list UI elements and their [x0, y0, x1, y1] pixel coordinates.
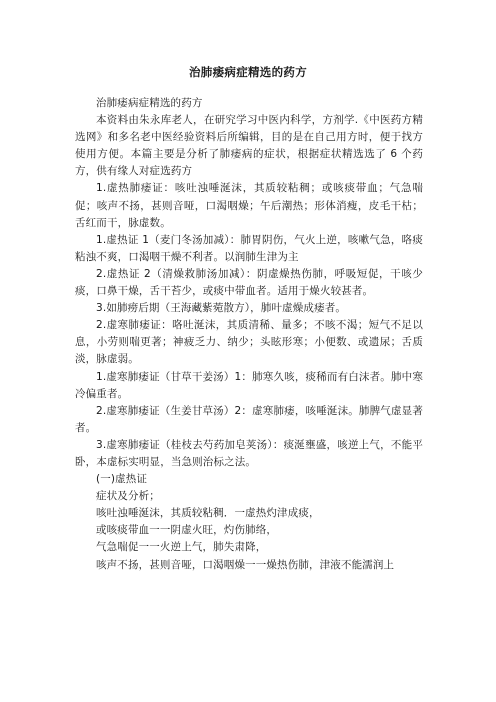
paragraph: 1.虚热肺痿证：咳吐浊唾涎沫，其质较粘稠；或咳痰带血；气急喘促；咳声不扬，甚则音哑，口渴咽燥；午后潮热；形体消瘦，皮毛干枯；舌红而干，脉虚数。 — [75, 182, 423, 229]
paragraph: 2.虚热证 2（清燥救肺汤加减）：阴虚燥热伤肺，呼吸短促，干咳少痰，口鼻干燥，舌干苔少，或痰中带血者。适用于燥火较甚者。 — [75, 267, 423, 298]
section-heading: (一)虚热证 — [96, 473, 148, 486]
paragraph: 1.虚寒肺痿证（甘草干姜汤）1：肺寒久咳，痰稀而有白沫者。肺中寒冷偏重者。 — [75, 370, 423, 400]
document-title: 治肺痿病症精选的药方 — [189, 65, 307, 79]
paragraph: 咳声不扬，甚则音哑，口渴咽燥一一燥热伤肺，津液不能濡润上 — [96, 558, 395, 571]
paragraph: 2.虚寒肺痿证（生姜甘草汤）2：虚寒肺痿，咳唾涎沫。肺脾气虚显著者。 — [75, 404, 423, 434]
paragraph: 症状及分析； — [96, 490, 160, 503]
paragraph: 3.虚寒肺痿证（桂枝去芍药加皂荚汤）：痰涎壅盛，咳逆上气，不能平卧，本虚标实明显，当急则治标之法。 — [75, 438, 423, 468]
paragraph: 咳吐浊唾涎沫，其质较粘稠．一虚热灼津成痰， — [96, 507, 320, 520]
paragraph: 治肺痿病症精选的药方 — [96, 97, 203, 109]
paragraph: 2.虚寒肺痿证：咯吐涎沫，其质清稀、量多；不咳不渴；短气不足以息，小劳则喘更著；神疲乏力、纳少；头眩形寒；小便数、或遗尿；舌质淡，脉虚弱。 — [75, 319, 423, 366]
paragraph: 3.如肺痨后期（王海藏紫菀散方），肺叶虚燥成痿者。 — [96, 302, 347, 315]
paragraph: 本资料由朱永库老人，在研究学习中医内科学，方剂学.《中医药方精选网》和多名老中医经验资料后所编辑，目的是在自己用方时，便于找方使用方便。本篇主要是分析了肺痿病的症状，根据症状精选选了 6 个药方，供有缘人对症选药方 — [75, 114, 423, 178]
paragraph: 1.虚热证 1（麦门冬汤加减）：肺胃阴伤，气火上逆，咳嗽气急，咯痰粘浊不爽，口渴咽干燥不利者。以润肺生津为主 — [75, 233, 423, 263]
paragraph: 或咳痰带血一一阴虚火旺，灼伤肺络， — [96, 524, 278, 537]
paragraph: 气急喘促一一火逆上气，肺失肃降， — [96, 541, 267, 554]
document-body — [75, 95, 423, 574]
